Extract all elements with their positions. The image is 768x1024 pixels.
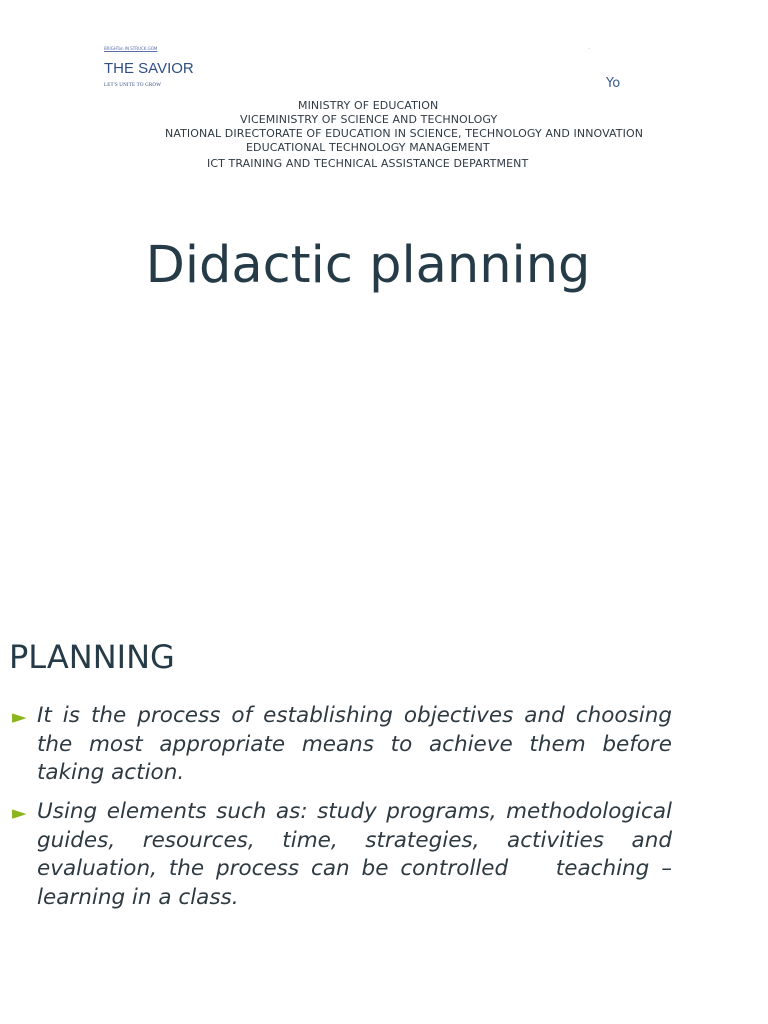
header-small-link[interactable]: BRIGHTon IN STRUCK.GOM: [104, 46, 158, 51]
section-heading: PLANNING: [9, 638, 175, 676]
bullet-text: It is the process of establishing objectives and choosing the most appropriate means to achieve them before taking action.: [37, 703, 672, 785]
institution-line-department: ICT TRAINING AND TECHNICAL ASSISTANCE DEPARTMENT: [207, 157, 529, 170]
header-corner-text: Yo: [606, 76, 621, 91]
logo-title: THE SAVIOR: [104, 60, 194, 77]
header-small-mark: ··: [588, 46, 591, 51]
bullet-item: [12, 798, 672, 912]
institution-line-ministry: MINISTRY OF EDUCATION: [298, 99, 439, 112]
slide-title: Didactic planning: [145, 236, 591, 295]
institution-line-viceministry: VICEMINISTRY OF SCIENCE AND TECHNOLOGY: [240, 113, 498, 126]
institution-line-directorate: NATIONAL DIRECTORATE OF EDUCATION IN SCIENCE, TECHNOLOGY AND INNOVATION: [165, 127, 644, 140]
triangle-bullet-icon: ►: [12, 802, 27, 824]
triangle-bullet-icon: ►: [12, 706, 27, 728]
bullet-item: [12, 702, 672, 788]
institution-line-management: EDUCATIONAL TECHNOLOGY MANAGEMENT: [246, 141, 490, 154]
bullet-text: Using elements such as: study programs, methodological guides, resources, time, strategies, activities and evaluation, the process can be controlled teaching – learning in a class.: [37, 799, 672, 910]
logo-tagline: LET'S UNITE TO GROW: [104, 83, 162, 88]
